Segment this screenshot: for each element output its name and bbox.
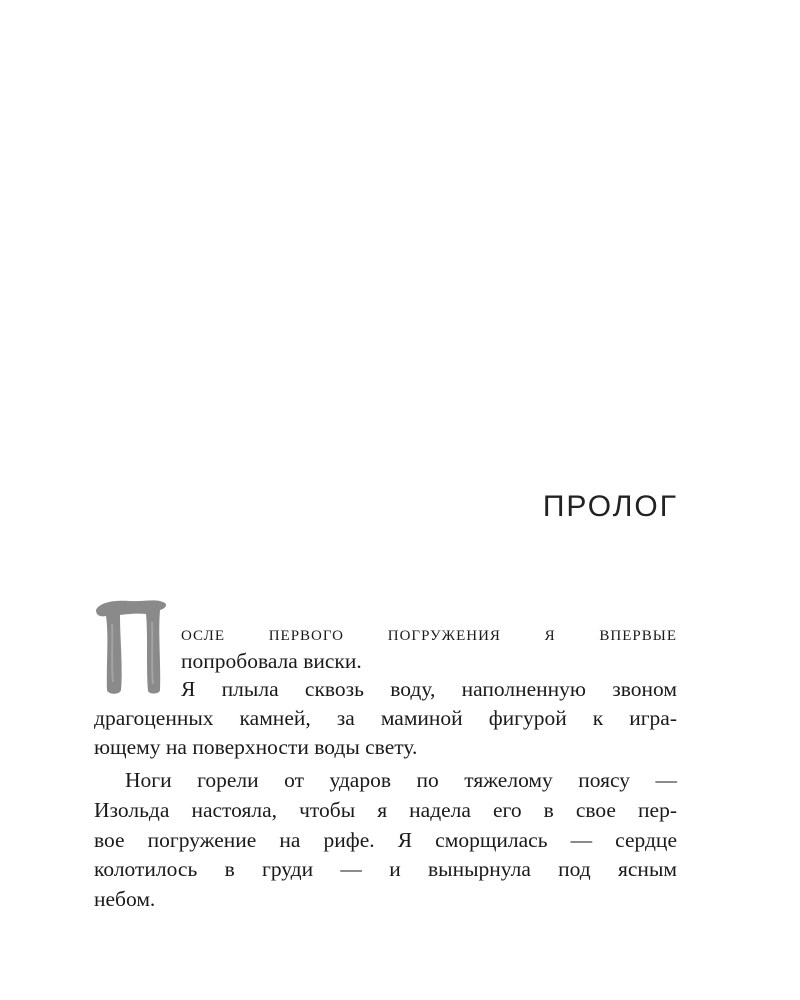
text-line-8: вое погружение на рифе. Я сморщилась — сердце: [94, 828, 677, 852]
dropcap-brush-p-icon: [90, 594, 170, 698]
dropcap-letter-image: [90, 594, 170, 698]
text-line-7: Изольда настояла, чтобы я надела его в свое пер-: [94, 798, 677, 822]
text-line-3: Я плыла сквозь воду, наполненную звоном: [181, 677, 677, 701]
text-line-9: колотилось в груди — и вынырнула под ясным: [94, 857, 677, 881]
text-line-6: Ноги горели от ударов по тяжелому поясу —: [125, 768, 677, 792]
chapter-title: ПРОЛОГ: [542, 490, 678, 523]
text-line-5: ющему на поверхности воды свету.: [94, 735, 418, 759]
text-line-1: осле первого погружения я впервые: [181, 621, 677, 645]
text-line-2: попробовала виски.: [181, 649, 362, 673]
text-line-4: драгоценных камней, за маминой фигурой к игра-: [94, 706, 677, 730]
text-line-10: небом.: [94, 887, 156, 911]
